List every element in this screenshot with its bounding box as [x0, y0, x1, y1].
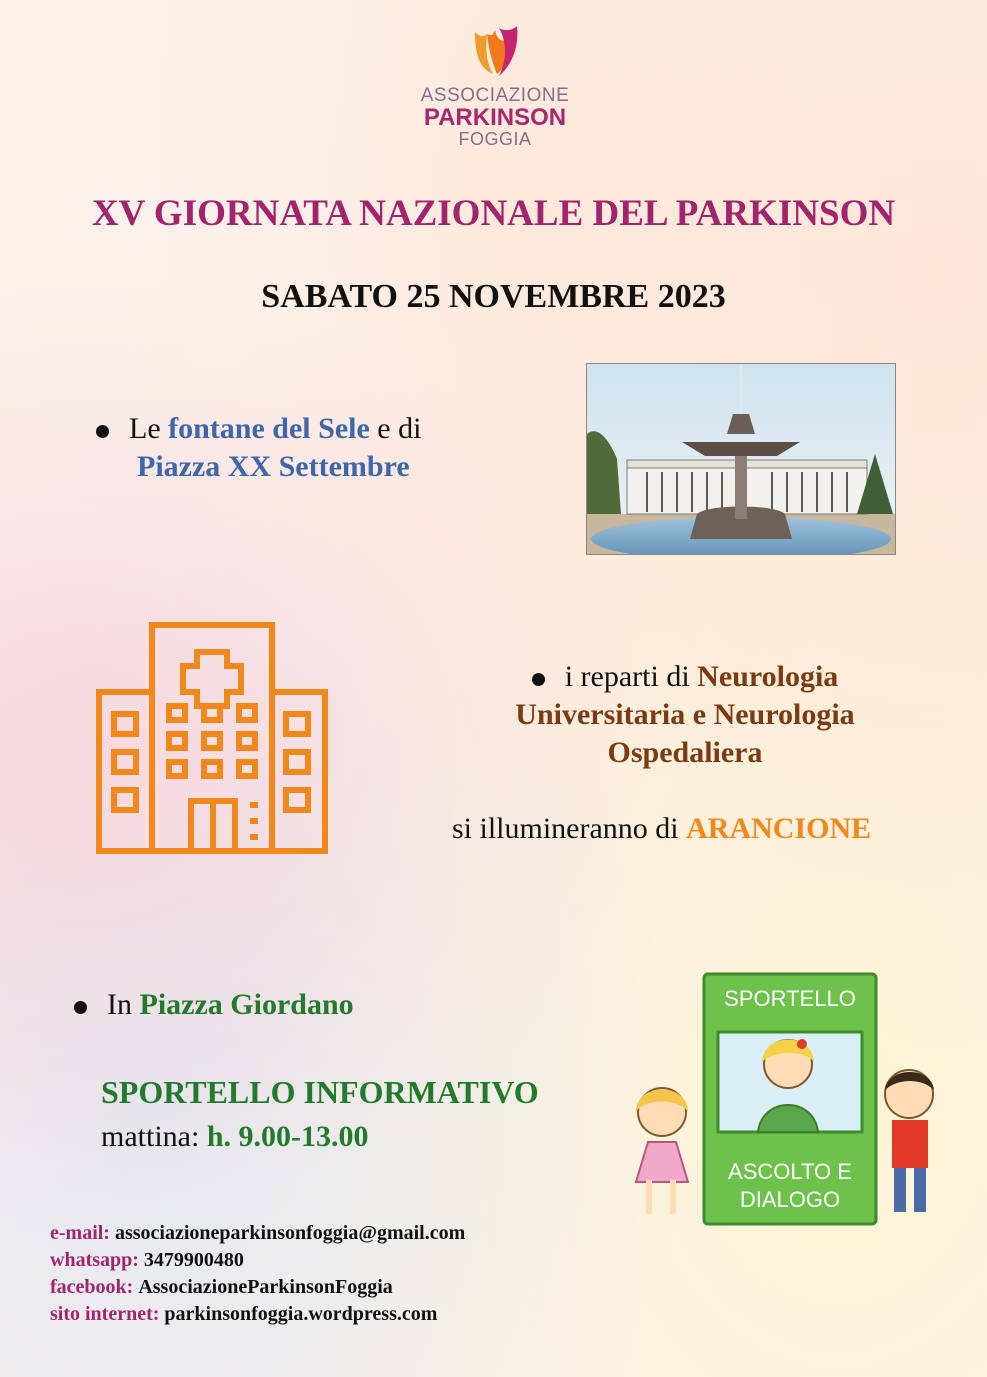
- tulip-logo-icon: [467, 24, 523, 80]
- service-title: SPORTELLO INFORMATIVO: [101, 1074, 539, 1110]
- page-title: XV GIORNATA NAZIONALE DEL PARKINSON: [91, 193, 896, 234]
- fountain-photo: [586, 363, 896, 555]
- department-1b: Universitaria e Neurologia: [515, 698, 855, 731]
- contacts-block: [50, 1220, 465, 1328]
- departments-bullet: [450, 658, 920, 772]
- email-line: [50, 1220, 465, 1247]
- logo-line-3: FOGGIA: [458, 129, 532, 149]
- fountains-mid: e di: [377, 412, 422, 445]
- bullet-dot: [96, 425, 109, 438]
- piazza-bullet: [74, 988, 494, 1022]
- bullet-dot: [532, 673, 545, 686]
- ascolto-sign: [704, 1158, 876, 1214]
- facebook-value[interactable]: AssociazioneParkinsonFoggia: [138, 1276, 393, 1298]
- event-date: SABATO 25 NOVEMBRE 2023: [261, 278, 726, 315]
- sportello-sign: SPORTELLO: [724, 986, 856, 1011]
- department-2: Ospedaliera: [607, 736, 763, 769]
- email-value[interactable]: associazioneparkinsonfoggia@gmail.com: [114, 1222, 466, 1244]
- piazza-name: Piazza Giordano: [139, 988, 354, 1021]
- site-line: [50, 1301, 465, 1328]
- time-label: mattina:: [101, 1120, 200, 1153]
- illumination-color: ARANCIONE: [686, 812, 872, 845]
- service-time: [101, 1120, 369, 1154]
- fountains-bullet: [96, 410, 556, 486]
- illumination-prefix: si illumineranno di: [452, 812, 679, 845]
- facebook-label: facebook:: [50, 1276, 134, 1298]
- illumination-line: [452, 812, 932, 846]
- site-value[interactable]: parkinsonfoggia.wordpress.com: [164, 1303, 438, 1325]
- whatsapp-value[interactable]: 3479900480: [143, 1249, 244, 1271]
- sportello-illustration: [626, 972, 956, 1228]
- fountains-place-2: Piazza XX Settembre: [137, 450, 410, 483]
- ascolto-line-2: DIALOGO: [739, 1187, 841, 1212]
- facebook-line: [50, 1274, 465, 1301]
- ascolto-line-1: ASCOLTO E: [728, 1159, 852, 1184]
- departments-prefix: i reparti di: [564, 660, 690, 693]
- logo-line-2: PARKINSON: [423, 104, 567, 131]
- association-logo: [410, 24, 580, 148]
- piazza-prefix: In: [107, 988, 132, 1021]
- bullet-dot: [74, 1001, 87, 1014]
- logo-line-1: ASSOCIAZIONE: [420, 85, 570, 106]
- fountains-place-1: fontane del Sele: [168, 412, 370, 445]
- time-value: h. 9.00-13.00: [206, 1120, 369, 1153]
- hospital-building-icon: [96, 622, 328, 854]
- email-label: e-mail:: [50, 1222, 110, 1244]
- site-label: sito internet:: [50, 1303, 160, 1325]
- whatsapp-line: [50, 1247, 465, 1274]
- department-1a: Neurologia: [697, 660, 839, 693]
- fountains-prefix: Le: [129, 412, 161, 445]
- whatsapp-label: whatsapp:: [50, 1249, 139, 1271]
